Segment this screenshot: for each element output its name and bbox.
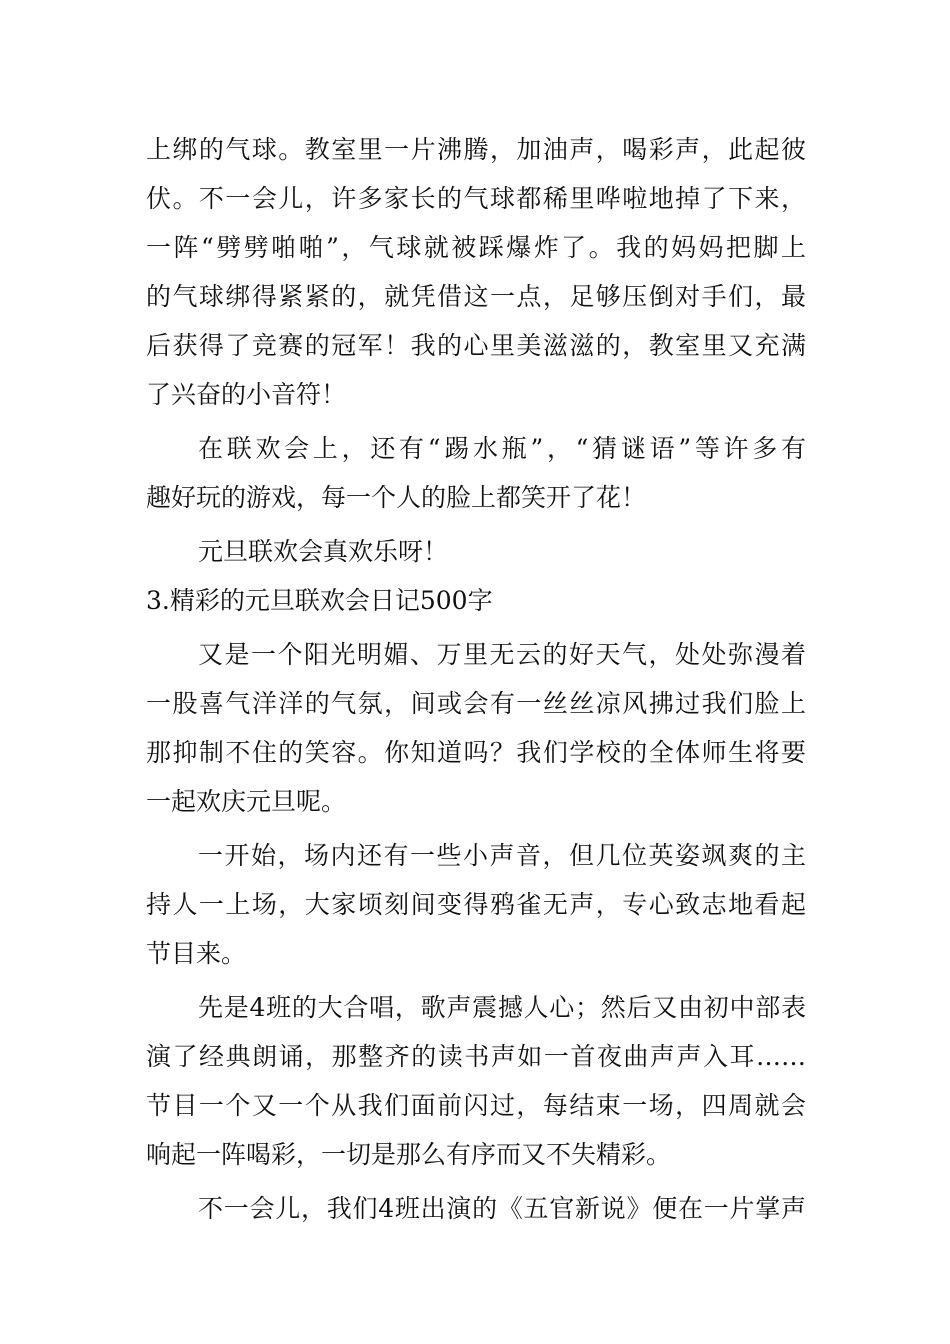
- text-line: 上绑的气球。教室里一片沸腾，加油声，喝彩声，此起彼: [146, 135, 806, 164]
- paragraph-first-line: 在联欢会上，还有“踢水瓶”，“猜谜语”等许多有: [198, 434, 806, 463]
- section-heading: 3.精彩的元旦联欢会日记500字: [146, 586, 493, 615]
- text-line: 持人一上场，大家顷刻间变得鸦雀无声，专心致志地看起: [146, 890, 806, 919]
- text-line: 后获得了竞赛的冠军！我的心里美滋滋的，教室里又充满: [146, 331, 806, 360]
- text-line: 一阵“劈劈啪啪”，气球就被踩爆炸了。我的妈妈把脚上: [146, 233, 806, 262]
- text-line: 节目来。: [146, 939, 247, 968]
- text-line: 的气球绑得紧紧的，就凭借这一点，足够压倒对手们，最: [146, 282, 806, 311]
- paragraph-first-line: 元旦联欢会真欢乐呀！: [198, 537, 449, 566]
- paragraph-first-line: 先是4班的大合唱，歌声震撼人心；然后又由初中部表: [198, 993, 806, 1022]
- text-line: 趣好玩的游戏，每一个人的脸上都笑开了花！: [146, 483, 647, 512]
- text-line: 那抑制不住的笑容。你知道吗？我们学校的全体师生将要: [146, 738, 806, 767]
- text-line: 节目一个又一个从我们面前闪过，每结束一场，四周就会: [146, 1091, 806, 1120]
- text-line: 演了经典朗诵，那整齐的读书声如一首夜曲声声入耳……: [146, 1042, 806, 1071]
- document-body: [146, 125, 806, 1233]
- text-line: 了兴奋的小音符！: [146, 380, 347, 409]
- paragraph-first-line: 不一会儿，我们4班出演的《五官新说》便在一片掌声: [198, 1194, 806, 1223]
- paragraph-first-line: 一开始，场内还有一些小声音，但几位英姿飒爽的主: [198, 841, 806, 870]
- text-line: 伏。不一会儿，许多家长的气球都稀里哗啦地掉了下来，: [146, 184, 806, 213]
- paragraph-first-line: 又是一个阳光明媚、万里无云的好天气，处处弥漫着: [198, 640, 806, 669]
- text-line: 一起欢庆元旦呢。: [146, 787, 347, 816]
- text-line: 响起一阵喝彩，一切是那么有序而又不失精彩。: [146, 1140, 672, 1169]
- text-line: 一股喜气洋洋的气氛，间或会有一丝丝凉风拂过我们脸上: [146, 689, 806, 718]
